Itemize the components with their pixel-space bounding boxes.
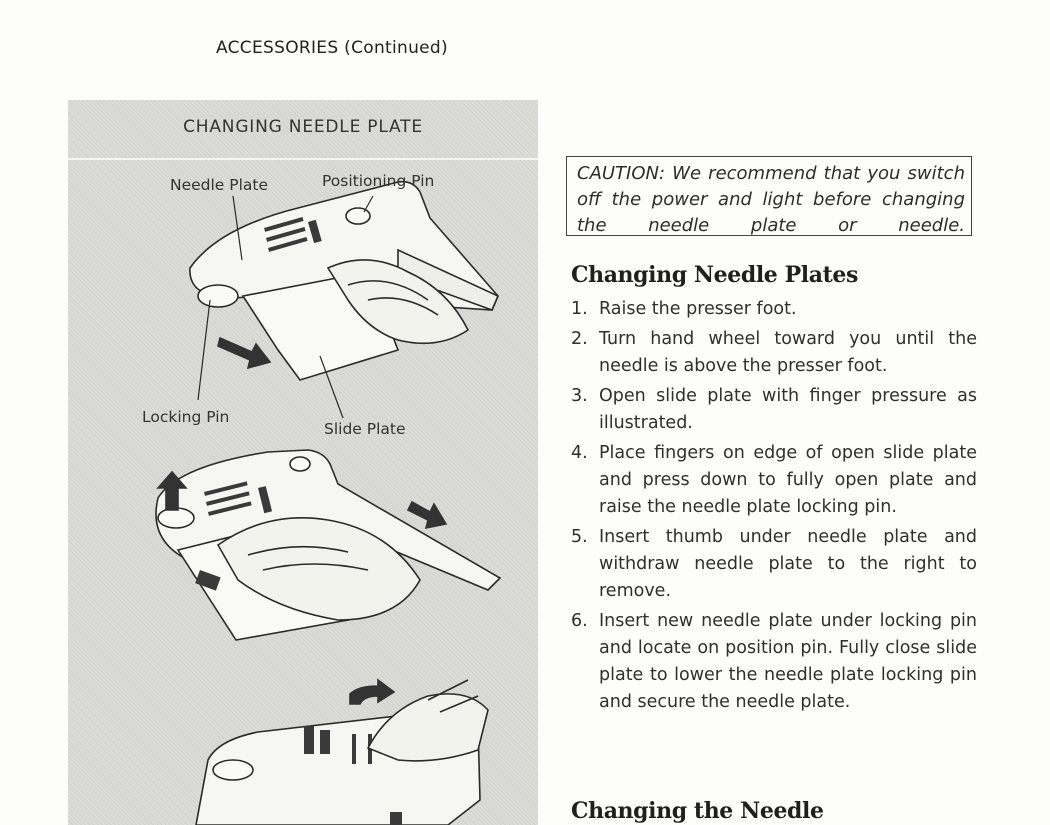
illustration-title: CHANGING NEEDLE PLATE [183,117,423,137]
steps-list [571,296,977,719]
heading-changing-needle-plates: Changing Needle Plates [571,262,858,288]
needle-plate-illustration [68,100,538,825]
figure-1-needle-plate [190,182,498,380]
label-needle-plate: Needle Plate [170,176,269,194]
step-text: Turn hand wheel toward you until the needle is above the presser foot. [599,329,977,376]
caution-text: CAUTION: We recommend that you switch off the power and light before changing the needle plate or needle. [577,163,965,236]
step-item [571,608,977,716]
step-text: Open slide plate with finger pressure as illustrated. [599,386,977,433]
figure-2-raise-locking-pin [156,450,500,640]
label-positioning-pin: Positioning Pin [322,172,435,190]
step-item [571,296,977,323]
step-text: Raise the presser foot. [599,299,797,319]
heading-changing-the-needle: Changing the Needle [571,798,824,824]
label-locking-pin: Locking Pin [142,408,230,426]
step-number: 2. [571,329,588,349]
illustration-panel [68,100,538,825]
figure-3-insert-needle-plate [196,680,488,825]
step-text: Insert thumb under needle plate and withdraw needle plate to the right to remove. [599,527,977,601]
step-item [571,383,977,437]
step-number: 5. [571,527,588,547]
step-text: Insert new needle plate under locking pin and locate on position pin. Fully close slide plate to lower the needle plate locking pin and secure the needle plate. [599,611,977,712]
step-text: Place fingers on edge of open slide plate and press down to fully open plate and raise the needle plate locking pin. [599,443,977,517]
step-item [571,326,977,380]
label-slide-plate: Slide Plate [324,420,406,438]
step-number: 4. [571,443,588,463]
step-number: 6. [571,611,588,631]
step-number: 3. [571,386,588,406]
step-item [571,524,977,605]
caution-box [566,156,972,236]
step-number: 1. [571,299,588,319]
step-item [571,440,977,521]
page-section-header: ACCESSORIES (Continued) [216,38,448,58]
